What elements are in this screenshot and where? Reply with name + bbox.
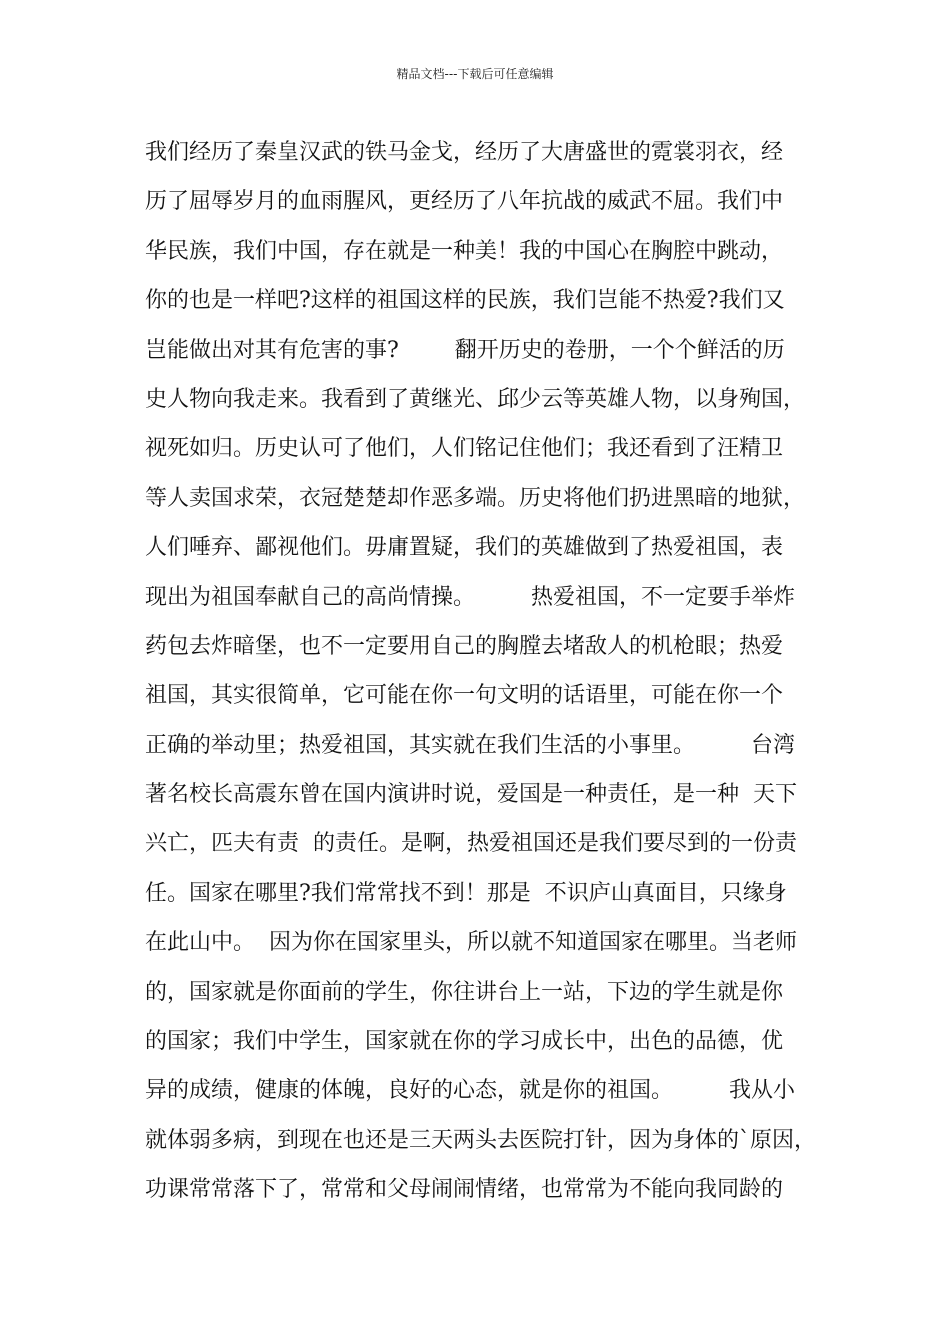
text-line: 华民族，我们中国，存在就是一种美！我的中国心在胸腔中跳动， [145,238,784,264]
text-line: 任。国家在哪里?我们常常找不到！那是 不识庐山真面目，只缘身 [145,880,787,906]
text-line: 视死如归。历史认可了他们，人们铭记住他们；我还看到了汪精卫 [145,436,784,462]
text-line: 我们经历了秦皇汉武的铁马金戈，经历了大唐盛世的霓裳羽衣，经 [145,140,784,165]
text-line: 著名校长高震东曾在国内演讲时说，爱国是一种责任，是一种 天下 [145,782,797,808]
text-line: 兴亡，匹夫有责 的责任。是啊，热爱祖国还是我们要尽到的一份责 [145,831,797,857]
document-body [145,128,845,1215]
text-line: 的，国家就是你面前的学生，你往讲台上一站，下边的学生就是你 [145,979,784,1005]
text-line: 正确的举动里；热爱祖国，其实就在我们生活的小事里。 台湾 [145,732,795,758]
text-line: 在此山中。 因为你在国家里头，所以就不知道国家在哪里。当老师 [145,930,797,956]
page-header-note: 精品文档---下载后可任意编辑 [396,67,554,81]
text-line: 现出为祖国奉献自己的高尚情操。 热爱祖国，不一定要手举炸 [145,584,795,610]
text-line: 祖国，其实很简单，它可能在你一句文明的话语里，可能在你一个 [145,683,784,709]
text-line: 药包去炸暗堡，也不一定要用自己的胸膛去堵敌人的机枪眼；热爱 [145,633,784,659]
text-line: 功课常常落下了，常常和父母闹闹情绪，也常常为不能向我同龄的 [145,1177,784,1203]
text-line: 你的也是一样吧?这样的祖国这样的民族，我们岂能不热爱?我们又 [145,288,785,314]
text-line: 的国家；我们中学生，国家就在你的学习成长中，出色的品德，优 [145,1029,784,1055]
text-line: 就体弱多病，到现在也还是三天两头去医院打针，因为身体的`原因， [145,1127,817,1153]
text-line: 等人卖国求荣，衣冠楚楚却作恶多端。历史将他们扔进黑暗的地狱， [145,485,806,511]
text-line: 人们唾弃、鄙视他们。毋庸置疑，我们的英雄做到了热爱祖国，表 [145,535,784,561]
text-line: 历了屈辱岁月的血雨腥风，更经历了八年抗战的威武不屈。我们中 [145,189,784,215]
text-line: 异的成绩，健康的体魄，良好的心态，就是你的祖国。 我从小 [145,1078,795,1104]
text-line: 岂能做出对其有危害的事? 翻开历史的卷册，一个个鲜活的历 [145,337,785,363]
text-line: 史人物向我走来。我看到了黄继光、邱少云等英雄人物，以身殉国， [145,386,806,412]
